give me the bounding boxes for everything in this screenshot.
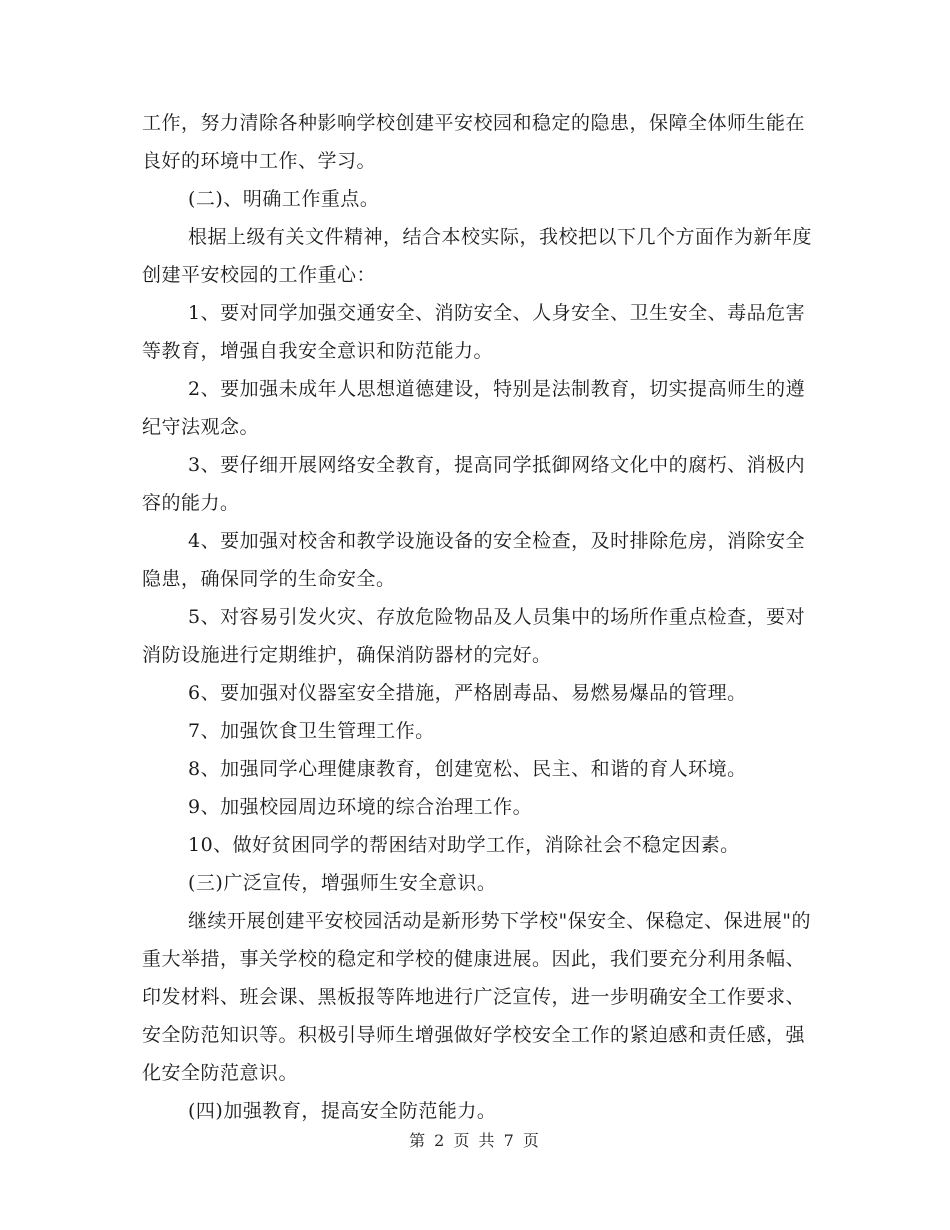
list-item-8: 8、加强同学心理健康教育，创建宽松、民主、和谐的育人环境。 xyxy=(188,758,747,780)
paragraph-intro: 根据上级有关文件精神，结合本校实际，我校把以下几个方面作为新年度创建平安校园的工作重心： xyxy=(142,226,813,286)
section-heading-2: (二)、明确工作重点。 xyxy=(188,188,380,210)
list-item-9: 9、加强校园周边环境的综合治理工作。 xyxy=(188,796,533,818)
section-heading-3: (三)广泛宣传，增强师生安全意识。 xyxy=(188,872,497,894)
list-item-2: 2、要加强未成年人思想道德建设，特别是法制教育，切实提高师生的遵纪守法观念。 xyxy=(142,378,806,438)
paragraph-publicity: 继续开展创建平安校园活动是新形势下学校"保安全、保稳定、保进展"的重大举措，事关学校的稳定和学校的健康进展。因此，我们要充分利用条幅、印发材料、班会课、黑板报等阵地进行广泛宣传，进一步明确安全工作要求、安全防范知识等。积极引导师生增强做好学校安全工作的紧迫感和责任感，强化安全防范意识。 xyxy=(142,910,811,1084)
list-item-7: 7、加强饮食卫生管理工作。 xyxy=(188,720,435,742)
document-body xyxy=(142,104,817,1130)
list-item-10: 10、做好贫困同学的帮困结对助学工作，消除社会不稳定因素。 xyxy=(188,834,740,856)
section-heading-4: (四)加强教育，提高安全防范能力。 xyxy=(188,1100,497,1122)
list-item-6: 6、要加强对仪器室安全措施，严格剧毒品、易燃易爆品的管理。 xyxy=(188,682,747,704)
list-item-1: 1、要对同学加强交通安全、消防安全、人身安全、卫生安全、毒品危害等教育，增强自我安全意识和防范能力。 xyxy=(142,302,806,362)
list-item-3: 3、要仔细开展网络安全教育，提高同学抵御网络文化中的腐朽、消极内容的能力。 xyxy=(142,454,806,514)
list-item-4: 4、要加强对校舍和教学设施设备的安全检查，及时排除危房，消除安全隐患，确保同学的生命安全。 xyxy=(142,530,806,590)
list-item-5: 5、对容易引发火灾、存放危险物品及人员集中的场所作重点检查，要对消防设施进行定期维护，确保消防器材的完好。 xyxy=(142,606,806,666)
page-number-footer: 第 2 页 共 7 页 xyxy=(409,1131,541,1150)
paragraph-continuation: 工作，努力清除各种影响学校创建平安校园和稳定的隐患，保障全体师生能在良好的环境中工作、学习。 xyxy=(142,112,806,172)
